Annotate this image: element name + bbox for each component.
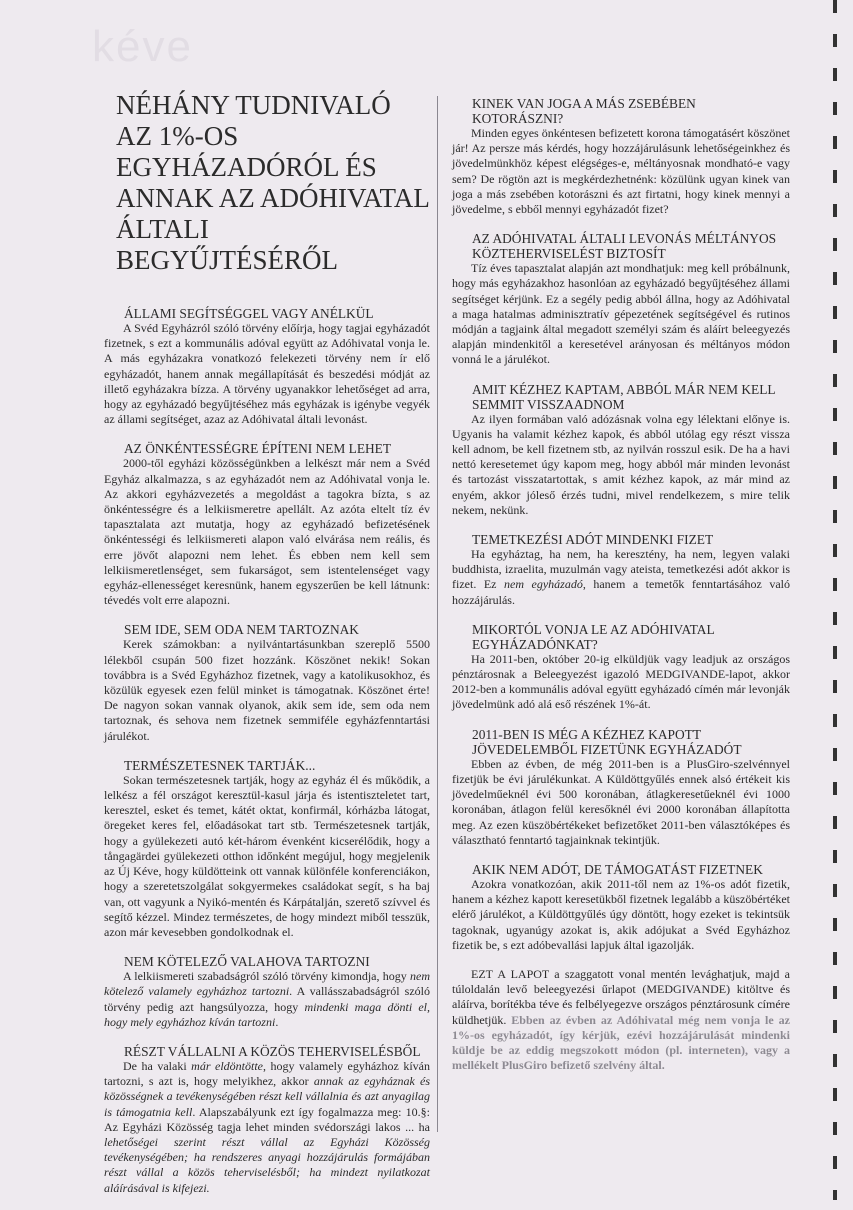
body-text: Ha egyháztag, ha nem, ha keresztény, ha nem, legyen valaki buddhista, izraelita, muzulmán vagy ateista, temetkezési adót akkor is fizet. Ez xyxy=(452,547,790,592)
emphasized-text: nem egyházadó xyxy=(504,577,583,592)
body-text: , hogy valamely egyházhoz kíván tartozni, s azt is, hogy melyikhez, akkor xyxy=(104,1058,430,1089)
section-body xyxy=(452,652,790,713)
ghost-logo: kéve xyxy=(92,22,193,71)
section-heading: TERMÉSZETESNEK TARTJÁK... xyxy=(124,757,316,773)
body-text: Az ilyen formában való adózásnak volna egy lélektani előnye is. Ugyanis ha valamit kézhez kapok, és abból utólag egy részt vissza kell adnom, be kell fizetnem stb, az nyilván rosszul esik. De ha a havi nettó keresetemet úgy kapom meg, hogy abból már minden levonást és tartozást visszatartottak, s amit kézhez kapok, az már mind az enyém, akkor jóleső érzés tudni, mivel rendelkezem, s mire telik nekem, nekünk. xyxy=(452,411,790,517)
section-body xyxy=(104,773,430,940)
emphasized-text: annak az egyháznak és közösségnek a tevékenységében részt kell vállalnia és azt anyagilag is támogatnia kell xyxy=(104,1074,430,1119)
emphasized-text: mindenki maga dönti el, hogy mely egyházhoz kíván tartozni xyxy=(104,999,430,1029)
page-title: NÉHÁNY TUDNIVALÓ AZ 1%-OS EGYHÁZADÓRÓL ÉS ANNAK AZ ADÓHIVATAL ÁLTALI BEGYŰJTÉSÉRŐL xyxy=(116,90,429,275)
article-section xyxy=(104,622,430,743)
section-heading: RÉSZT VÁLLALNI A KÖZÖS TEHERVISELÉSBŐL xyxy=(124,1043,421,1059)
section-heading: ÁLLAMI SEGÍTSÉGGEL VAGY ANÉLKÜL xyxy=(124,306,374,321)
article-section xyxy=(452,231,790,367)
body-text: 2000-től egyházi közösségünkben a lelkészt már nem a Svéd Egyház alkalmazza, s az egyházadót nem az Adóhivatal vonja le. Az akkori egyházvezetés a megoldást a tagokra bízta, s az önkéntességre és a lelkiismeretre apellált. Az azóta eltelt tíz év tapasztalata azt mutatja, hogy az egyházadó befizetésének önkéntességi és lelkiismereti alapon való elvárása nem reális, és erre jövőt alapozni nem lehet. És ebben nem kell sem lelkiismeretlenséget, sem fukarságot, sem istentelenséget vagy egyház-ellenességet keresnünk, hanem egyszerűen be kell látnunk: tévedés volt erre alapozni. xyxy=(104,456,430,608)
right-column xyxy=(452,96,790,1087)
emphasized-text: lehetőségei szerint részt vállal az Egyházi Közösség tevékenységében; ha rendszeres anyagi hozzájárulás formájában részt vállal a közös teherviselésből; ha mindezt nyilatkozat aláírásával is kifejezi. xyxy=(104,1134,430,1195)
section-body xyxy=(452,877,790,953)
article-section xyxy=(452,622,790,713)
body-text: A lelkiismereti szabadságról szóló törvény kimondja, hogy xyxy=(123,969,410,984)
dashed-cut-line xyxy=(833,0,837,1200)
section-heading: SEM IDE, SEM ODA NEM TARTOZNAK xyxy=(124,622,359,638)
section-heading: KINEK VAN JOGA A MÁS ZSEBÉBEN KOTORÁSZNI? xyxy=(472,96,696,126)
section-body xyxy=(104,1059,430,1196)
article-section xyxy=(452,967,790,1073)
section-body xyxy=(452,547,790,608)
section-heading: NEM KÖTELEZŐ VALAHOVA TARTOZNI xyxy=(124,954,370,970)
section-body xyxy=(104,321,430,427)
section-body xyxy=(452,261,790,367)
section-heading: AZ ÖNKÉNTESSÉGRE ÉPÍTENI NEM LEHET xyxy=(124,441,392,457)
left-column xyxy=(104,90,430,1210)
body-text: . A vallásszabadságról szóló törvény pedig azt hangsúlyozza, hogy xyxy=(104,984,431,1014)
article-section xyxy=(104,954,430,1030)
section-body xyxy=(104,637,430,743)
article-section xyxy=(452,96,790,217)
section-body xyxy=(452,757,790,848)
body-text: . Alapszabályunk ezt így fogalmazza meg: 10.§: Az Egyházi Közösség tagja lehet minden svédországi lakos ... ha xyxy=(104,1104,430,1134)
article-section xyxy=(452,382,790,518)
section-heading: 2011-BEN IS MÉG A KÉZHEZ KAPOTT JÖVEDELEMBŐL FIZETÜNK EGYHÁZADÓT xyxy=(472,726,742,757)
section-heading: AMIT KÉZHEZ KAPTAM, ABBÓL MÁR NEM KELL SEMMIT VISSZAADNOM xyxy=(472,381,776,412)
section-body xyxy=(104,456,430,608)
section-heading: AKIK NEM ADÓT, DE TÁMOGATÁST FIZETNEK xyxy=(472,861,763,877)
body-text: De ha valaki xyxy=(123,1058,192,1073)
body-text: . xyxy=(275,1014,279,1029)
body-text: A Svéd Egyházról szóló törvény előírja, hogy tagjai egyházadót fizetnek, s ezt a kommunális adóval együtt az Adóhivatal vonja le. A más egyházakra vonatkozó felekezeti törvény nem ír elő egyházadót, hanem annak megállapítását és beszedési módját az illető egyházakra bízza. A törvény ugyanakkor lehetőséget ad arra, hogy az egyházadó begyűjtéséhez más egyházak is igénybe vegyék az állami segítséget, azaz az Adóhivatal általi levonást. xyxy=(104,321,430,427)
body-text: , hanem a temetők fenntartásához való hozzájárulás. xyxy=(452,577,790,607)
section-heading: TEMETKEZÉSI ADÓT MINDENKI FIZET xyxy=(472,532,714,548)
article-section xyxy=(104,1044,430,1196)
article-section xyxy=(104,306,430,427)
body-text: Sokan természetesnek tartják, hogy az egyház él és működik, a lelkész a fél országot keresztül-kasul járja és istentiszteletet tart, keresztel, esket és temet, kátét oktat, konfirmál, kórházba látogat, öregeket keres fel, előadásokat tart stb. Természetesnek tartják, hogy a gyülekezeti autó két-három évenként kicserélődik, hogy a tångagärdei gyülekezeti otthon időnként megújul, hogy megjelenik az Új Kéve, hogy küldötteink ott vannak különféle konferenciákon, hogy a szeretetszolgálat sokgyermekes családokat segít, s ha baj van, ott vagyunk a Nyikó-mentén és Kárpátalján, szerető szívvel és segítő kézzel. Mindez természetes, de hogy mindezt miből tesszük, azon már kevesebben gondolkodnak el. xyxy=(104,772,430,939)
body-text: Azokra vonatkozóan, akik 2011-től nem az 1%-os adót fizetik, hanem a kézhez kapott keresetükből fizetnek legalább a küszöbértéket elérő járulékot, a Küldöttgyűlés úgy döntött, hogy ezeket is tekintsük tagoknak, ugyanúgy azokat is, akik adójukat a Svéd Egyházhoz fizetik be, s ezt adóbevallási lapjuk által igazolják. xyxy=(452,876,790,952)
body-text: Minden egyes önkéntesen befizetett korona támogatásért köszönet jár! Az persze más kérdés, hogy hozzájárulásunk lehetőségeinkhez és jövedelmünkhöz képest elégséges-e, méltányosnak mondható-e vagy sem? De rögtön azt is megkérdezhetnénk: közülünk ugyan kinek van joga a más zsebében kotorászni és azt firtatni, hogy kinek mennyi a jövedelme, s ebből mennyi egyházadót fizet? xyxy=(452,126,790,217)
body-text: Tíz éves tapasztalat alapján azt mondhatjuk: meg kell próbálnunk, hogy más egyházakhoz hasonlóan az egyházadó begyűjtéséhez állami segítséget kérjünk. Ez a segély pedig abból állna, hogy az Adóhivatal a maga hatalmas adminisztratív gépezetének segítségével és rutinos módján a tagjaink által megadott személyi szám és aláírt beleegyezés alapján mindenkitől a keresetével arányosan és méltányos módon vonná le a járulékot. xyxy=(452,261,790,367)
article-section xyxy=(452,862,790,953)
article-section xyxy=(104,441,430,608)
body-text: Ha 2011-ben, október 20-ig elküldjük vagy leadjuk az országos pénztárosnak a Beleegyezést igazoló MEDGIVANDE-lapot, akkor 2012-ben a kommunális adóval együtt egyházadó címén már levonják jövedelmünk adó alá eső részének 1%-át. xyxy=(452,651,790,712)
faded-note-text: Ebben az évben az Adóhivatal még nem vonja le az 1%-os egyházadót, így kérjük, ezévi hozzájárulását mindenki küldje be az eddig megszokott módon (pl. interneten), vagy a mellékelt PlusGiro befizető szelvény által. xyxy=(452,1012,790,1073)
section-body xyxy=(104,969,430,1030)
emphasized-text: nem kötelező valamely egyházhoz tartozni xyxy=(104,969,430,999)
column-divider xyxy=(437,96,438,1132)
section-body xyxy=(452,412,790,518)
section-heading: AZ ADÓHIVATAL ÁLTALI LEVONÁS MÉLTÁNYOS KÖZTEHERVISELÉST BIZTOSÍT xyxy=(472,231,777,262)
emphasized-text: már eldöntötte xyxy=(191,1058,264,1073)
section-body xyxy=(452,126,790,217)
body-text: EZT A LAPOT a szaggatott vonal mentén levághatjuk, majd a túloldalán levő beleegyezési űrlapot (MEDGIVANDE) kitöltve és aláírva, borítékba téve és felbélyegezve országos pénztárosunk címére küldhetjük. xyxy=(452,966,790,1027)
body-text: Kerek számokban: a nyilvántartásunkban szereplő 5500 lélekből csupán 500 fizet hozzánk. Köszönet nekik! Sokan továbbra is a Svéd Egyházhoz fizetnek, vagy a katolikusokhoz, és közülük egyesek ezen felül minket is támogatnak. Köszönet érte! De nagyon sokan vannak olyanok, akik sem ide, sem oda nem tartoznak, és sehova nem fizetnek semmiféle egyházfenntartási járulékot. xyxy=(104,637,430,743)
section-body xyxy=(452,967,790,1073)
body-text: Ebben az évben, de még 2011-ben is a PlusGiro-szelvénnyel fizetjük be évi járulékunkat. A Küldöttgyűlés ennek alsó értékeit kis jövedelműeknél évi 500 koronában, átlagkeresetűeknél évi 1000 koronában, átlagon felül keresőknél évi 2000 koronában állapította meg. Az ezen küszöbértékeket befizetőket 2011-ben választóképes és választható fenntartó tagjainknak tekintjük. xyxy=(452,756,790,847)
article-section xyxy=(452,727,790,848)
article-section xyxy=(452,532,790,608)
article-section xyxy=(104,758,430,940)
section-heading: MIKORTÓL VONJA LE AZ ADÓHIVATAL EGYHÁZADÓNKAT? xyxy=(472,621,715,652)
